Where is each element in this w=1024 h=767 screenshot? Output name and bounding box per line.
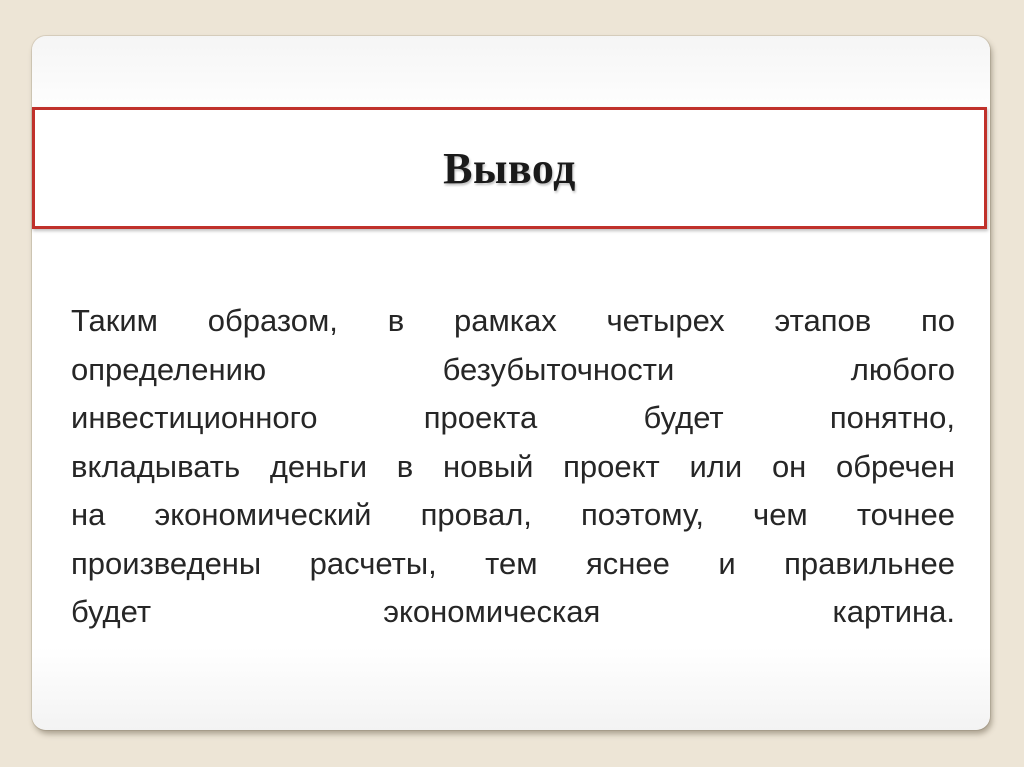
body-line: Таким образом, в рамках четырех этапов по bbox=[71, 303, 955, 338]
body-line: произведены расчеты, тем яснее и правильнее bbox=[71, 545, 955, 581]
slide-body-text bbox=[71, 297, 955, 637]
body-line: вкладывать деньги в новый проект или он обречен bbox=[71, 448, 955, 484]
body-line: на экономический провал, поэтому, чем точнее bbox=[71, 497, 955, 532]
slide-title: Вывод bbox=[443, 143, 576, 193]
body-line: определению безубыточности любого bbox=[71, 351, 955, 387]
body-line: будет экономическая картина. bbox=[71, 594, 955, 629]
title-box bbox=[32, 107, 987, 229]
body-line: инвестиционного проекта будет понятно, bbox=[71, 400, 955, 435]
